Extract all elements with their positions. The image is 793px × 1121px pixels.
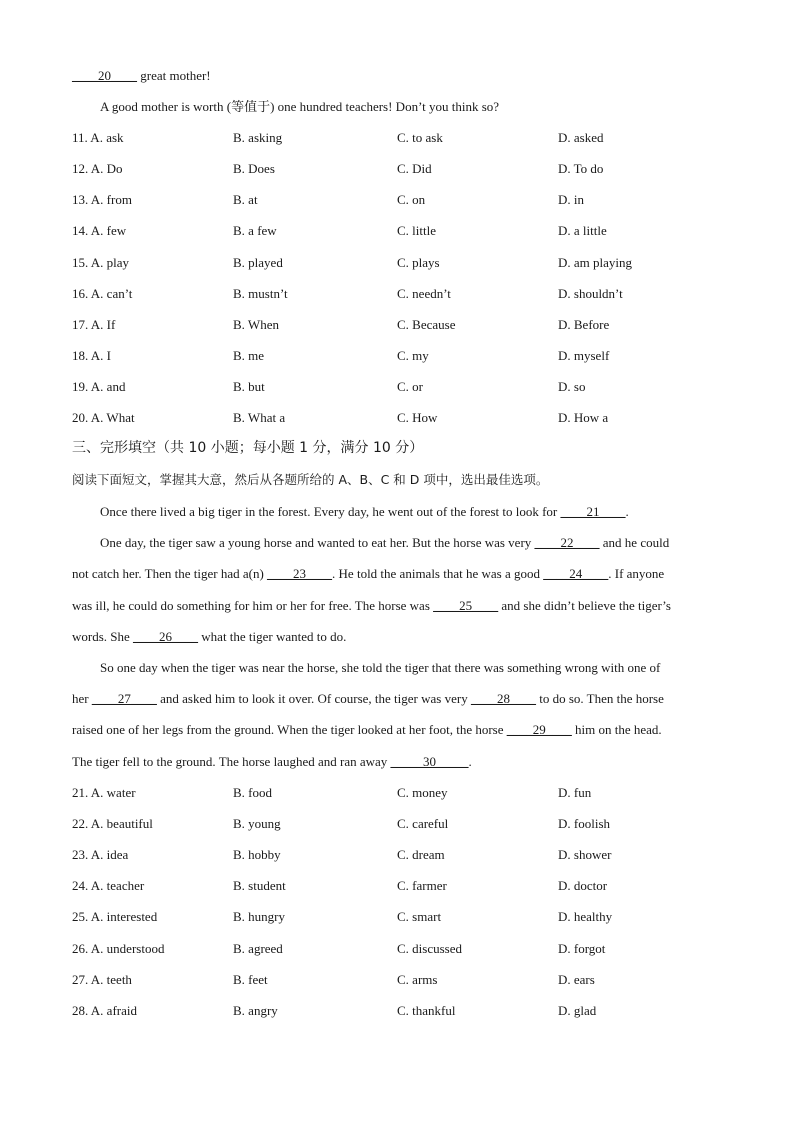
passage-text: . [625,504,629,519]
blank-21: ____21____ [560,504,626,519]
option-row-12 [0,161,793,177]
passage-line [100,504,629,520]
option-d: D. am playing [558,255,633,270]
option-b: B. asking [233,130,283,145]
option-a: 26. A. understood [72,941,165,956]
option-row-24 [0,878,793,894]
option-a: 18. A. I [72,348,111,363]
option-c: C. needn’t [397,286,451,301]
passage-text: . He told the animals that he was a good [332,566,544,581]
option-row-15 [0,255,793,271]
passage-text: . [468,754,472,769]
passage-text: . If anyone [608,566,665,581]
blank-25: ____25____ [433,598,499,613]
option-c: C. or [397,379,423,394]
option-b: B. What a [233,410,286,425]
option-a: 17. A. If [72,317,116,332]
passage-line [72,598,671,614]
option-a: 15. A. play [72,255,130,270]
option-row-26 [0,941,793,957]
option-b: B. played [233,255,283,270]
option-a: 16. A. can’t [72,286,133,301]
blank-30: _____30_____ [390,754,469,769]
option-a: 25. A. interested [72,909,158,924]
passage-text: and she didn’t believe the tiger’s [498,598,671,613]
option-row-27 [0,972,793,988]
option-a: 12. A. Do [72,161,123,176]
option-c: C. thankful [397,1003,456,1018]
option-a: 28. A. afraid [72,1003,137,1018]
option-d: D. in [558,192,584,207]
option-row-14 [0,223,793,239]
option-a: 11. A. ask [72,130,124,145]
option-row-11 [0,130,793,146]
option-d: D. doctor [558,878,608,893]
option-b: B. student [233,878,286,893]
blank-22: ____22____ [534,535,600,550]
option-row-23 [0,847,793,863]
option-d: D. Before [558,317,610,332]
passage-text: words. She [72,629,134,644]
closing-text: great mother! [137,68,211,83]
option-row-19 [0,379,793,395]
option-row-22 [0,816,793,832]
passage-text: not catch her. Then the tiger had a(n) [72,566,268,581]
option-c: C. dream [397,847,445,862]
option-d: D. To do [558,161,604,176]
passage-line [72,691,664,707]
blank-24: ____24____ [543,566,609,581]
option-b: B. hungry [233,909,285,924]
blank-28: ____28____ [470,691,536,706]
option-b: B. a few [233,223,277,238]
passage-line [100,535,669,551]
passage-line [72,566,664,582]
option-a: 19. A. and [72,379,126,394]
passage-text: what the tiger wanted to do. [198,629,347,644]
section-instruction: 阅读下面短文，掌握其大意，然后从各题所给的 A、B、C 和 D 项中，选出最佳选项。 [72,472,549,487]
option-a: 13. A. from [72,192,132,207]
option-a: 21. A. water [72,785,136,800]
option-d: D. forgot [558,941,606,956]
option-b: B. When [233,317,279,332]
option-d: D. healthy [558,909,613,924]
option-c: C. farmer [397,878,447,893]
passage-line [72,722,662,738]
passage-text: Once there lived a big tiger in the forest. Every day, he went out of the forest to look for [100,504,561,519]
option-a: 24. A. teacher [72,878,145,893]
option-d: D. glad [558,1003,597,1018]
option-d: D. asked [558,130,604,145]
passage-line [72,629,346,645]
option-d: D. foolish [558,816,610,831]
closing-sentence: A good mother is worth (等值于) one hundred teachers! Don’t you think so? [100,99,500,114]
option-row-13 [0,192,793,208]
option-row-25 [0,909,793,925]
option-row-20 [0,410,793,426]
option-c: C. discussed [397,941,462,956]
passage-text: was ill, he could do something for him or her for free. The horse was [72,598,434,613]
blank-27: ____27____ [91,691,157,706]
option-b: B. feet [233,972,268,987]
passage-text: and asked him to look it over. Of course, the tiger was very [156,691,471,706]
option-c: C. smart [397,909,442,924]
passage-text: One day, the tiger saw a young horse and wanted to eat her. But the horse was very [100,535,535,550]
option-a: 20. A. What [72,410,135,425]
option-row-21 [0,785,793,801]
option-b: B. young [233,816,281,831]
option-a: 23. A. idea [72,847,129,862]
option-row-16 [0,286,793,302]
option-d: D. How a [558,410,609,425]
section-heading: 三、完形填空（共 10 小题；每小题 1 分，满分 10 分） [72,440,424,456]
option-b: B. me [233,348,265,363]
option-a: 27. A. teeth [72,972,132,987]
option-c: C. money [397,785,448,800]
option-a: 22. A. beautiful [72,816,153,831]
option-b: B. mustn’t [233,286,288,301]
option-b: B. angry [233,1003,278,1018]
option-d: D. shower [558,847,612,862]
blank-29: ____29____ [506,722,572,737]
option-b: B. hobby [233,847,281,862]
option-c: C. arms [397,972,438,987]
option-c: C. on [397,192,426,207]
option-d: D. ears [558,972,595,987]
blank-20: ____20____ [72,68,137,83]
option-row-18 [0,348,793,364]
passage-line [100,660,660,676]
passage-text: her [72,691,92,706]
option-c: C. careful [397,816,449,831]
option-b: B. but [233,379,265,394]
option-c: C. my [397,348,429,363]
option-c: C. to ask [397,130,443,145]
blank-23: ____23____ [267,566,333,581]
blank-26: ____26____ [133,629,199,644]
closing-line [72,68,211,84]
option-d: D. shouldn’t [558,286,623,301]
passage-text: to do so. Then the horse [535,691,664,706]
passage-line [72,754,472,770]
option-c: C. Because [397,317,456,332]
option-c: C. little [397,223,436,238]
passage-text: and he could [599,535,670,550]
option-b: B. at [233,192,258,207]
passage-text: him on the head. [571,722,662,737]
option-row-17 [0,317,793,333]
passage-text: The tiger fell to the ground. The horse laughed and ran away [72,754,391,769]
option-b: B. food [233,785,272,800]
option-d: D. a little [558,223,607,238]
option-d: D. myself [558,348,610,363]
option-d: D. so [558,379,586,394]
option-c: C. Did [397,161,432,176]
option-b: B. Does [233,161,275,176]
option-c: C. plays [397,255,440,270]
option-b: B. agreed [233,941,283,956]
option-d: D. fun [558,785,592,800]
passage-text: raised one of her legs from the ground. When the tiger looked at her foot, the horse [72,722,507,737]
option-c: C. How [397,410,438,425]
passage-text: So one day when the tiger was near the horse, she told the tiger that there was something wrong with one of [100,660,661,675]
option-a: 14. A. few [72,223,127,238]
option-row-28 [0,1003,793,1019]
